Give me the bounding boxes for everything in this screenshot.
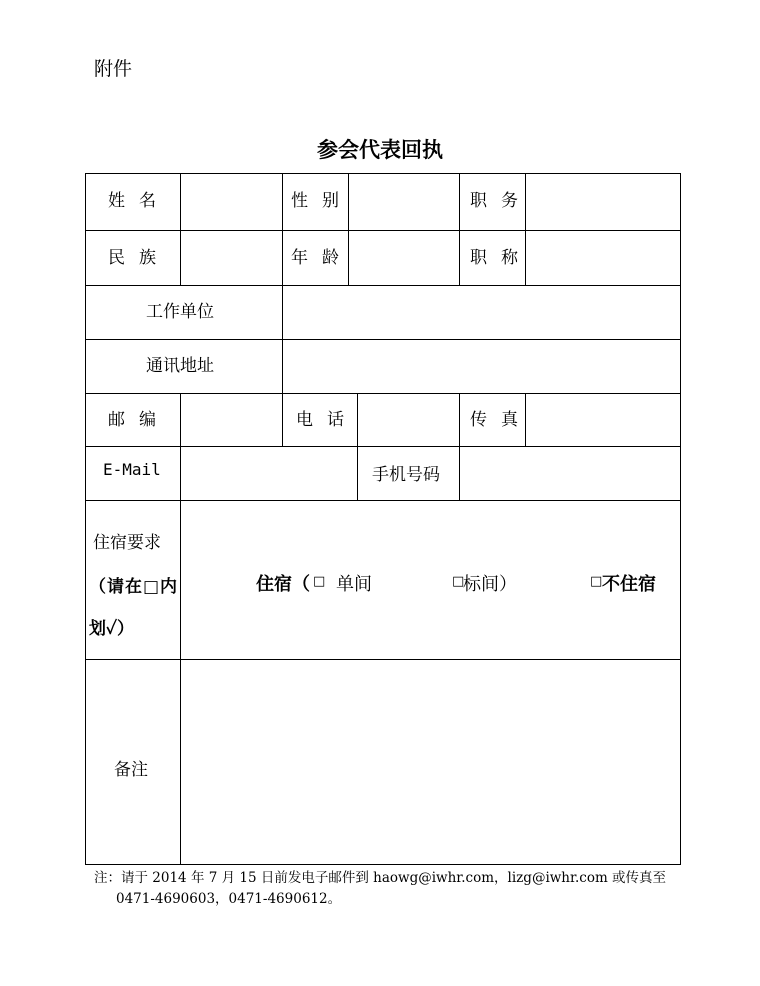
attachment-label: 附件 [94, 58, 133, 80]
no-accommodation-checkbox[interactable]: □ [590, 574, 603, 589]
standard-room-option: 标间） [463, 574, 517, 595]
title-label: 职称 [470, 248, 532, 268]
standard-room-checkbox[interactable]: □ [452, 574, 465, 589]
email-label: E-Mail [103, 460, 161, 479]
ethnicity-label: 民族 [108, 248, 170, 268]
single-room-checkbox[interactable]: □ [313, 574, 326, 589]
form-title: 参会代表回执 [317, 138, 443, 162]
address-label: 通讯地址 [146, 356, 214, 376]
age-label: 年龄 [291, 248, 353, 268]
accommodation-label: 住宿要求 [93, 533, 161, 553]
single-room-option: 单间 [336, 574, 372, 595]
submission-note: 注：请于 2014 年 7 月 15 日前发电子邮件到 haowg@iwhr.com，lizg@iwhr.com 或传真至 [94, 870, 667, 886]
position-label: 职务 [470, 191, 532, 211]
fax-label: 传真 [470, 410, 532, 430]
accommodation-instruction-end: 划✓） [89, 619, 134, 639]
accommodation-instruction: （请在□内 [89, 577, 179, 597]
gender-label: 性别 [291, 191, 353, 211]
no-accommodation-option: 不住宿 [602, 574, 656, 595]
accommodation-lead: 住宿（ [256, 574, 310, 595]
submission-note-contacts: 0471-4690603，0471-4690612。 [116, 891, 342, 907]
work-unit-label: 工作单位 [146, 302, 214, 322]
postcode-label: 邮编 [108, 410, 170, 430]
mobile-label: 手机号码 [372, 465, 440, 485]
phone-label: 电话 [296, 410, 358, 430]
remarks-label: 备注 [114, 760, 148, 780]
name-label: 姓名 [108, 191, 170, 211]
